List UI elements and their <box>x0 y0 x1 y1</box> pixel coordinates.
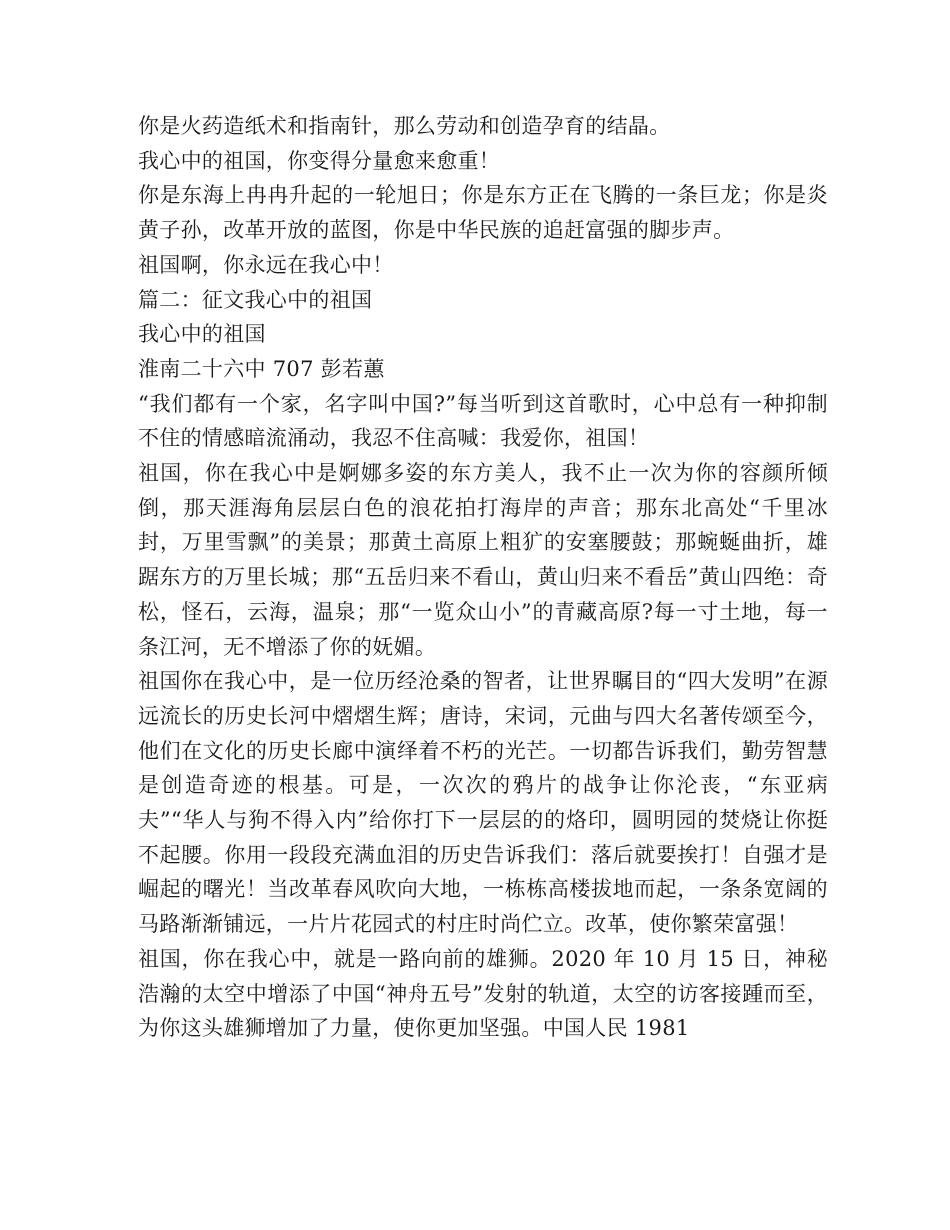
paragraph-10: 祖国你在我心中，是一位历经沧桑的智者，让世界瞩目的“四大发明”在源远流长的历史长河中熠熠生辉；唐诗，宋词，元曲与四大名著传颂至今，他们在文化的历史长廊中演绎着不朽的光芒。一切都告诉我们，勤劳智慧是创造奇迹的根基。可是，一次次的鸦片的战争让你沦丧，“东亚病夫”“华人与狗不得入内”给你打下一层层的的烙印，圆明园的焚烧让你挺不起腰。你用一段段充满血泪的历史告诉我们：落后就要挨打！自强才是崛起的曙光！当改革春风吹向大地，一栋栋高楼拔地而起，一条条宽阔的马路渐渐铺远，一片片花园式的村庄时尚伫立。改革，使你繁荣富强！ <box>138 669 828 937</box>
document-body <box>138 109 828 1046</box>
paragraph-4: 祖国啊，你永远在我心中！ <box>138 252 394 277</box>
paragraph-2: 我心中的祖国，你变得分量愈来愈重！ <box>138 148 501 173</box>
paragraph-8: “我们都有一个家，名字叫中国?”每当听到这首歌时，心中总有一种抑制不住的情感暗流涌动，我忍不住高喊：我爱你，祖国！ <box>138 391 828 451</box>
essay-title: 我心中的祖国 <box>138 322 266 347</box>
paragraph-11: 祖国，你在我心中，就是一路向前的雄狮。2020 年 10 月 15 日，神秘浩瀚的太空中增添了中国“神舟五号”发射的轨道，太空的访客接踵而至，为你这头雄狮增加了力量，使你更加坚强。中国人民 1981 <box>138 946 828 1041</box>
paragraph-9: 祖国，你在我心中是婀娜多姿的东方美人，我不止一次为你的容颜所倾倒，那天涯海角层层白色的浪花拍打海岸的声音；那东北高处“千里冰封，万里雪飘”的美景；那黄土高原上粗犷的安塞腰鼓；那蜿蜒曲折，雄踞东方的万里长城；那“五岳归来不看山，黄山归来不看岳”黄山四绝：奇松，怪石，云海，温泉；那“一览众山小”的青藏高原?每一寸土地，每一条江河，无不增添了你的妩媚。 <box>138 461 828 659</box>
paragraph-3: 你是东海上冉冉升起的一轮旭日；你是东方正在飞腾的一条巨龙；你是炎黄子孙，改革开放的蓝图，你是中华民族的追赶富强的脚步声。 <box>138 183 828 243</box>
section-heading: 篇二：征文我心中的祖国 <box>138 287 373 312</box>
paragraph-1: 你是火药造纸术和指南针，那么劳动和创造孕育的结晶。 <box>138 114 671 138</box>
author-line: 淮南二十六中 707 彭若蕙 <box>138 356 385 381</box>
